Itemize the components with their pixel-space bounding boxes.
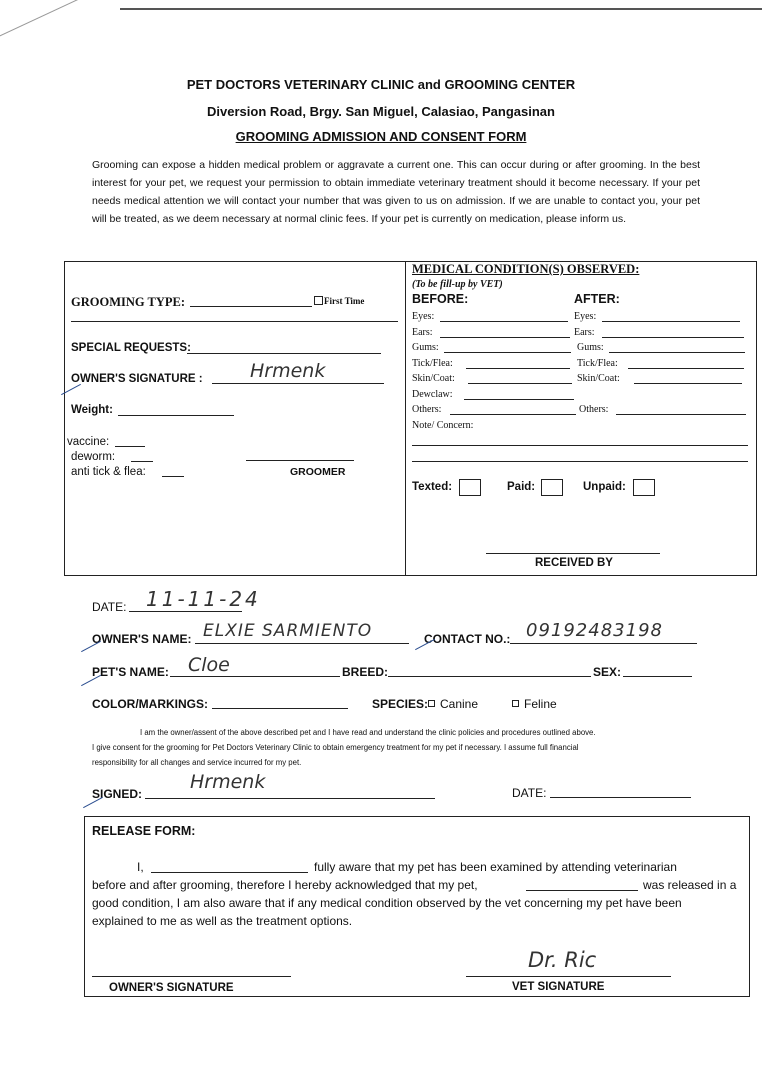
consent-line-2: I give consent for the grooming for Pet Doctors Veterinary Clinic to obtain emergency treatment for my pet if necessary. I assume full financial (92, 743, 579, 752)
feline-checkbox[interactable] (512, 700, 519, 707)
after-eyes-field[interactable] (602, 321, 740, 322)
before-others-field[interactable] (450, 414, 576, 415)
before-gums-field[interactable] (444, 352, 571, 353)
owner-signature-field[interactable] (212, 383, 384, 384)
first-time-label: First Time (324, 296, 365, 306)
received-by-label: RECEIVED BY (535, 557, 613, 569)
weight-field[interactable] (118, 415, 234, 416)
box-divider (405, 261, 406, 576)
before-ears-label: Ears: (412, 327, 433, 338)
after-gums-label: Gums: (577, 342, 604, 353)
pet-name-field[interactable] (170, 676, 340, 677)
note-concern-label: Note/ Concern: (412, 420, 474, 431)
signed-label: SIGNED: (92, 787, 143, 801)
color-markings-label: COLOR/MARKINGS: (92, 697, 208, 711)
scan-edge-corner (0, 0, 126, 41)
feline-label: Feline (524, 697, 557, 711)
release-p-start: I, (137, 860, 144, 874)
special-requests-field[interactable] (187, 353, 381, 354)
canine-label: Canine (440, 697, 479, 711)
consent-line-3: responsibility for all changes and service incurred for my pet. (92, 758, 302, 767)
intro-paragraph: Grooming can expose a hidden medical problem or aggravate a current one. This can occur during or after grooming. In the best interest for your pet, we request your permission to obtain immediate veterinary treatment should it become necessary. If your pet needs medical attention we will contact your number that was given to us on admission. If we are unable to contact you, your pet will be treated, as we deem necessary at normal clinic fees. If your pet is currently on medication, please inform us. (92, 159, 700, 225)
species-label: SPECIES: (372, 697, 429, 711)
after-skincoat-field[interactable] (634, 383, 742, 384)
after-ears-field[interactable] (602, 337, 744, 338)
special-requests-label: SPECIAL REQUESTS: (71, 342, 191, 354)
check-mark (81, 675, 101, 686)
groomer-label: GROOMER (290, 466, 346, 478)
before-skincoat-label: Skin/Coat: (412, 373, 455, 384)
before-others-label: Others: (412, 404, 442, 415)
breed-label: BREED: (342, 665, 389, 679)
after-ears-label: Ears: (574, 327, 595, 338)
note-line-1[interactable] (412, 445, 748, 446)
release-p-b: before and after grooming, therefore I hereby acknowledged that my pet, (92, 878, 478, 892)
consent-date-label: DATE: (512, 786, 547, 800)
sex-field[interactable] (623, 676, 692, 677)
before-dewclaw-label: Dewclaw: (412, 389, 453, 400)
release-p-c: was released in a (643, 878, 737, 892)
after-others-label: Others: (579, 404, 609, 415)
weight-label: Weight: (71, 404, 113, 416)
release-p-e: explained to me as well as the treatment options. (92, 914, 353, 928)
deworm-label: deworm: (71, 451, 116, 463)
color-markings-field[interactable] (212, 708, 348, 709)
antitick-label: anti tick & flea: (71, 466, 146, 478)
owner-name-value: ELXIE SARMIENTO (203, 621, 373, 641)
before-eyes-field[interactable] (440, 321, 568, 322)
clinic-address: Diversion Road, Brgy. San Miguel, Calasiao, Pangasinan (207, 104, 555, 119)
after-skincoat-label: Skin/Coat: (577, 373, 620, 384)
pet-name-value: Cloe (188, 654, 230, 676)
owner-name-field[interactable] (195, 643, 409, 644)
clinic-name: PET DOCTORS VETERINARY CLINIC and GROOMING CENTER (186, 77, 576, 92)
canine-checkbox[interactable] (428, 700, 435, 707)
consent-line-1: I am the owner/assent of the above described pet and I have read and understand the clinic policies and procedures outlined above. (140, 728, 596, 737)
unpaid-label: Unpaid: (583, 481, 626, 493)
release-owner-signature-field[interactable] (92, 976, 291, 977)
paid-checkbox[interactable] (541, 479, 563, 496)
after-tickflea-label: Tick/Flea: (577, 358, 618, 369)
pet-name-label: PET'S NAME: (92, 665, 169, 679)
owner-signature-label: OWNER'S SIGNATURE : (71, 373, 203, 385)
release-title: RELEASE FORM: (92, 824, 196, 838)
vaccine-field[interactable] (115, 446, 145, 447)
before-tickflea-label: Tick/Flea: (412, 358, 453, 369)
release-p-a: fully aware that my pet has been examined by attending veterinarian (314, 860, 677, 874)
before-eyes-label: Eyes: (412, 311, 435, 322)
signed-field[interactable] (145, 798, 435, 799)
release-pet-field[interactable] (526, 890, 638, 891)
after-others-field[interactable] (616, 414, 746, 415)
before-label: BEFORE: (412, 292, 469, 306)
grooming-extra-line[interactable] (71, 321, 398, 322)
contact-label: CONTACT NO.: (424, 632, 511, 646)
contact-value: 09192483198 (526, 620, 663, 641)
medical-title: MEDICAL CONDITION(S) OBSERVED: (412, 262, 640, 276)
before-gums-label: Gums: (412, 342, 439, 353)
grooming-type-field[interactable] (190, 306, 312, 307)
received-by-field[interactable] (486, 553, 660, 554)
after-gums-field[interactable] (609, 352, 745, 353)
before-ears-field[interactable] (440, 337, 570, 338)
release-vet-signature-label: VET SIGNATURE (512, 981, 605, 993)
deworm-field[interactable] (131, 461, 153, 462)
check-mark (81, 641, 101, 652)
after-eyes-label: Eyes: (574, 311, 597, 322)
owner-signature-value: Hrmenk (250, 360, 326, 382)
texted-label: Texted: (412, 481, 453, 493)
grooming-type-label: GROOMING TYPE: (71, 295, 186, 309)
vet-signature-value: Dr. Ric (528, 948, 597, 972)
after-tickflea-field[interactable] (628, 368, 744, 369)
signed-value: Hrmenk (190, 771, 266, 793)
release-vet-signature-field[interactable] (466, 976, 671, 977)
scan-edge-top (120, 8, 762, 10)
sex-label: SEX: (593, 665, 622, 679)
medical-subtitle: (To be fill-up by VET) (412, 279, 503, 290)
breed-field[interactable] (388, 676, 591, 677)
form-title: GROOMING ADMISSION AND CONSENT FORM (235, 129, 527, 144)
before-dewclaw-field[interactable] (464, 399, 574, 400)
contact-field[interactable] (510, 643, 697, 644)
date-value: 11-11-24 (146, 587, 261, 611)
date-field[interactable] (129, 611, 242, 612)
consent-date-field[interactable] (550, 797, 691, 798)
first-time-checkbox[interactable] (314, 296, 323, 305)
release-name-field[interactable] (151, 872, 308, 873)
groomer-signature-field[interactable] (246, 460, 354, 461)
release-owner-signature-label: OWNER'S SIGNATURE (109, 982, 234, 994)
paid-label: Paid: (507, 481, 536, 493)
note-line-2[interactable] (412, 461, 748, 462)
date-label: DATE: (92, 600, 127, 614)
vaccine-label: vaccine: (67, 436, 110, 448)
before-tickflea-field[interactable] (466, 368, 570, 369)
unpaid-checkbox[interactable] (633, 479, 655, 496)
after-label: AFTER: (574, 292, 620, 306)
owner-name-label: OWNER'S NAME: (92, 632, 192, 646)
texted-checkbox[interactable] (459, 479, 481, 496)
antitick-field[interactable] (162, 476, 184, 477)
release-p-d: good condition, I am also aware that if any medical condition observed by the vet concerning my pet have been (92, 896, 682, 910)
before-skincoat-field[interactable] (468, 383, 572, 384)
